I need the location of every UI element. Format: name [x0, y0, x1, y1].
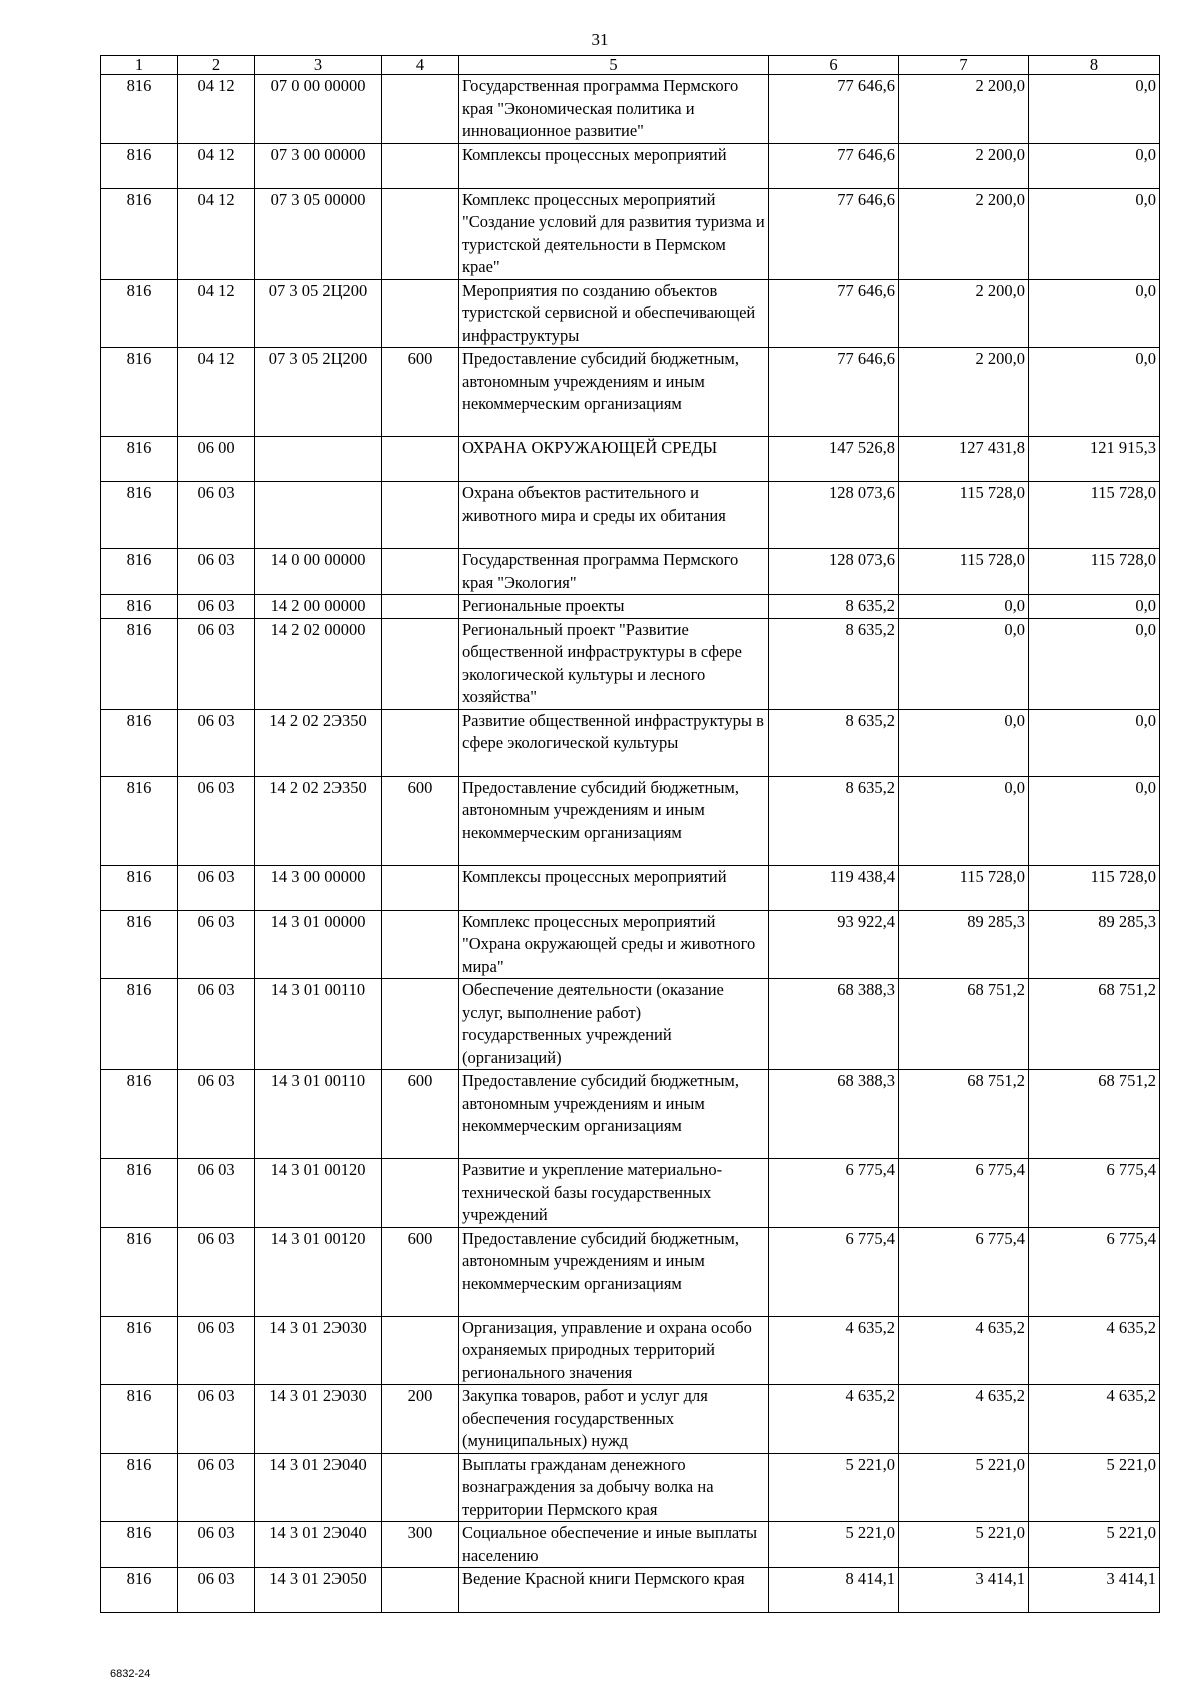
- cell-amount-col7: 4 635,2: [899, 1385, 1029, 1454]
- budget-table: [100, 55, 1160, 1613]
- cell-section: 04 12: [178, 188, 255, 279]
- table-row: [101, 1522, 1160, 1568]
- cell-section: 06 03: [178, 1159, 255, 1228]
- cell-amount-col6: 147 526,8: [769, 437, 899, 482]
- cell-amount-col6: 119 438,4: [769, 865, 899, 910]
- cell-admin-code: 816: [101, 437, 178, 482]
- cell-amount-col8: 121 915,3: [1029, 437, 1160, 482]
- cell-name: Предоставление субсидий бюджетным, автономным учреждениям и иным некоммерческим организациям: [459, 348, 769, 437]
- cell-amount-col7: 3 414,1: [899, 1568, 1029, 1613]
- cell-name: Выплаты гражданам денежного вознаграждения за добычу волка на территории Пермского края: [459, 1453, 769, 1522]
- cell-name: Закупка товаров, работ и услуг для обеспечения государственных (муниципальных) нужд: [459, 1385, 769, 1454]
- cell-amount-col8: 0,0: [1029, 618, 1160, 709]
- col-header: 4: [382, 56, 459, 75]
- cell-section: 04 12: [178, 279, 255, 348]
- cell-section: 06 03: [178, 1227, 255, 1316]
- cell-expense-type: [382, 1316, 459, 1385]
- cell-amount-col7: 2 200,0: [899, 279, 1029, 348]
- cell-amount-col8: 115 728,0: [1029, 865, 1160, 910]
- cell-admin-code: 816: [101, 979, 178, 1070]
- cell-admin-code: 816: [101, 1522, 178, 1568]
- cell-admin-code: 816: [101, 75, 178, 144]
- col-header: 6: [769, 56, 899, 75]
- cell-target-article: 07 3 05 2Ц200: [255, 279, 382, 348]
- table-row: [101, 75, 1160, 144]
- cell-amount-col7: 6 775,4: [899, 1159, 1029, 1228]
- cell-target-article: 07 3 05 00000: [255, 188, 382, 279]
- cell-name: Ведение Красной книги Пермского края: [459, 1568, 769, 1613]
- cell-name: Государственная программа Пермского края "Экология": [459, 549, 769, 595]
- cell-target-article: 14 3 00 00000: [255, 865, 382, 910]
- cell-target-article: [255, 437, 382, 482]
- cell-target-article: 14 3 01 2Э030: [255, 1316, 382, 1385]
- cell-amount-col8: 115 728,0: [1029, 549, 1160, 595]
- table-row: [101, 865, 1160, 910]
- cell-amount-col8: 4 635,2: [1029, 1385, 1160, 1454]
- cell-amount-col8: 6 775,4: [1029, 1227, 1160, 1316]
- cell-name: Социальное обеспечение и иные выплаты населению: [459, 1522, 769, 1568]
- cell-section: 06 03: [178, 595, 255, 619]
- cell-amount-col8: 89 285,3: [1029, 910, 1160, 979]
- cell-amount-col6: 4 635,2: [769, 1316, 899, 1385]
- cell-amount-col6: 6 775,4: [769, 1227, 899, 1316]
- cell-admin-code: 816: [101, 188, 178, 279]
- cell-name: Предоставление субсидий бюджетным, автономным учреждениям и иным некоммерческим организациям: [459, 1070, 769, 1159]
- cell-expense-type: 600: [382, 1070, 459, 1159]
- cell-amount-col8: 0,0: [1029, 279, 1160, 348]
- cell-amount-col7: 2 200,0: [899, 75, 1029, 144]
- cell-expense-type: [382, 1453, 459, 1522]
- col-header: 8: [1029, 56, 1160, 75]
- cell-amount-col8: 0,0: [1029, 348, 1160, 437]
- cell-amount-col7: 0,0: [899, 618, 1029, 709]
- cell-amount-col6: 77 646,6: [769, 279, 899, 348]
- cell-expense-type: 600: [382, 1227, 459, 1316]
- col-header: 3: [255, 56, 382, 75]
- table-row: [101, 595, 1160, 619]
- cell-name: Развитие общественной инфраструктуры в сфере экологической культуры: [459, 709, 769, 776]
- table-row: [101, 709, 1160, 776]
- cell-section: 06 03: [178, 910, 255, 979]
- table-row: [101, 1070, 1160, 1159]
- cell-target-article: 07 0 00 00000: [255, 75, 382, 144]
- cell-amount-col7: 115 728,0: [899, 865, 1029, 910]
- table-row: [101, 279, 1160, 348]
- cell-admin-code: 816: [101, 348, 178, 437]
- cell-expense-type: [382, 910, 459, 979]
- cell-amount-col7: 115 728,0: [899, 549, 1029, 595]
- table-row: [101, 1568, 1160, 1613]
- cell-expense-type: [382, 75, 459, 144]
- col-header: 7: [899, 56, 1029, 75]
- cell-amount-col7: 2 200,0: [899, 143, 1029, 188]
- cell-amount-col8: 68 751,2: [1029, 1070, 1160, 1159]
- cell-expense-type: [382, 618, 459, 709]
- cell-name: ОХРАНА ОКРУЖАЮЩЕЙ СРЕДЫ: [459, 437, 769, 482]
- cell-expense-type: [382, 188, 459, 279]
- cell-amount-col6: 68 388,3: [769, 1070, 899, 1159]
- cell-amount-col7: 5 221,0: [899, 1522, 1029, 1568]
- cell-name: Комплексы процессных мероприятий: [459, 865, 769, 910]
- cell-expense-type: 600: [382, 776, 459, 865]
- cell-amount-col6: 5 221,0: [769, 1522, 899, 1568]
- cell-amount-col7: 4 635,2: [899, 1316, 1029, 1385]
- table-row: [101, 776, 1160, 865]
- cell-admin-code: 816: [101, 709, 178, 776]
- cell-section: 06 03: [178, 776, 255, 865]
- cell-target-article: 14 3 01 00120: [255, 1227, 382, 1316]
- cell-name: Комплекс процессных мероприятий "Охрана окружающей среды и животного мира": [459, 910, 769, 979]
- cell-expense-type: 600: [382, 348, 459, 437]
- cell-target-article: 14 3 01 2Э030: [255, 1385, 382, 1454]
- cell-admin-code: 816: [101, 1568, 178, 1613]
- cell-target-article: 14 3 01 2Э050: [255, 1568, 382, 1613]
- cell-admin-code: 816: [101, 865, 178, 910]
- cell-section: 06 00: [178, 437, 255, 482]
- table-row: [101, 979, 1160, 1070]
- cell-amount-col6: 5 221,0: [769, 1453, 899, 1522]
- table-row: [101, 618, 1160, 709]
- cell-section: 06 03: [178, 709, 255, 776]
- cell-amount-col6: 68 388,3: [769, 979, 899, 1070]
- cell-section: 06 03: [178, 618, 255, 709]
- cell-name: Охрана объектов растительного и животного мира и среды их обитания: [459, 482, 769, 549]
- cell-amount-col8: 0,0: [1029, 75, 1160, 144]
- cell-amount-col8: 4 635,2: [1029, 1316, 1160, 1385]
- cell-admin-code: 816: [101, 910, 178, 979]
- table-row: [101, 348, 1160, 437]
- cell-amount-col8: 0,0: [1029, 595, 1160, 619]
- cell-section: 06 03: [178, 1453, 255, 1522]
- cell-name: Комплекс процессных мероприятий "Создание условий для развития туризма и туристской деятельности в Пермском крае": [459, 188, 769, 279]
- cell-section: 06 03: [178, 1316, 255, 1385]
- cell-expense-type: [382, 482, 459, 549]
- page-number: 31: [591, 30, 609, 49]
- cell-expense-type: [382, 143, 459, 188]
- table-body: [101, 75, 1160, 1613]
- cell-amount-col8: 0,0: [1029, 776, 1160, 865]
- cell-admin-code: 816: [101, 1453, 178, 1522]
- cell-expense-type: [382, 979, 459, 1070]
- cell-name: Обеспечение деятельности (оказание услуг, выполнение работ) государственных учреждений (организаций): [459, 979, 769, 1070]
- table-row: [101, 910, 1160, 979]
- cell-amount-col6: 77 646,6: [769, 348, 899, 437]
- cell-expense-type: 300: [382, 1522, 459, 1568]
- cell-section: 06 03: [178, 549, 255, 595]
- cell-section: 06 03: [178, 1070, 255, 1159]
- cell-admin-code: 816: [101, 279, 178, 348]
- table-row: [101, 1453, 1160, 1522]
- cell-admin-code: 816: [101, 1070, 178, 1159]
- cell-name: Предоставление субсидий бюджетным, автономным учреждениям и иным некоммерческим организациям: [459, 776, 769, 865]
- cell-target-article: 14 3 01 00000: [255, 910, 382, 979]
- cell-amount-col8: 0,0: [1029, 709, 1160, 776]
- document-code: 6832-24: [110, 1668, 151, 1680]
- cell-admin-code: 816: [101, 1385, 178, 1454]
- cell-amount-col6: 4 635,2: [769, 1385, 899, 1454]
- cell-section: 06 03: [178, 1568, 255, 1613]
- cell-section: 06 03: [178, 1385, 255, 1454]
- table-row: [101, 437, 1160, 482]
- cell-expense-type: [382, 709, 459, 776]
- cell-target-article: 14 0 00 00000: [255, 549, 382, 595]
- cell-name: Региональные проекты: [459, 595, 769, 619]
- table-row: [101, 482, 1160, 549]
- cell-name: Мероприятия по созданию объектов туристской сервисной и обеспечивающей инфраструктуры: [459, 279, 769, 348]
- cell-target-article: 14 2 02 00000: [255, 618, 382, 709]
- cell-name: Комплексы процессных мероприятий: [459, 143, 769, 188]
- cell-section: 04 12: [178, 75, 255, 144]
- cell-amount-col8: 5 221,0: [1029, 1522, 1160, 1568]
- col-header: 1: [101, 56, 178, 75]
- cell-expense-type: [382, 1568, 459, 1613]
- cell-section: 06 03: [178, 482, 255, 549]
- table-row: [101, 1316, 1160, 1385]
- cell-amount-col7: 0,0: [899, 776, 1029, 865]
- cell-admin-code: 816: [101, 143, 178, 188]
- table-row: [101, 1159, 1160, 1228]
- cell-name: Региональный проект "Развитие общественной инфраструктуры в сфере экологической культуры и лесного хозяйства": [459, 618, 769, 709]
- cell-amount-col6: 77 646,6: [769, 143, 899, 188]
- cell-admin-code: 816: [101, 549, 178, 595]
- cell-amount-col6: 8 635,2: [769, 776, 899, 865]
- cell-expense-type: [382, 865, 459, 910]
- cell-admin-code: 816: [101, 1316, 178, 1385]
- cell-expense-type: 200: [382, 1385, 459, 1454]
- cell-target-article: 14 2 02 2Э350: [255, 709, 382, 776]
- cell-section: 06 03: [178, 1522, 255, 1568]
- col-header: 2: [178, 56, 255, 75]
- header-row: [101, 56, 1160, 75]
- col-header: 5: [459, 56, 769, 75]
- cell-target-article: 14 3 01 00120: [255, 1159, 382, 1228]
- cell-amount-col7: 127 431,8: [899, 437, 1029, 482]
- cell-section: 06 03: [178, 865, 255, 910]
- cell-amount-col7: 0,0: [899, 709, 1029, 776]
- cell-admin-code: 816: [101, 618, 178, 709]
- table-row: [101, 1227, 1160, 1316]
- cell-amount-col7: 2 200,0: [899, 188, 1029, 279]
- cell-amount-col6: 128 073,6: [769, 549, 899, 595]
- cell-expense-type: [382, 595, 459, 619]
- cell-expense-type: [382, 549, 459, 595]
- cell-section: 04 12: [178, 348, 255, 437]
- cell-expense-type: [382, 279, 459, 348]
- table-row: [101, 1385, 1160, 1454]
- cell-amount-col7: 0,0: [899, 595, 1029, 619]
- cell-amount-col7: 68 751,2: [899, 979, 1029, 1070]
- cell-admin-code: 816: [101, 776, 178, 865]
- cell-name: Организация, управление и охрана особо охраняемых природных территорий регионального значения: [459, 1316, 769, 1385]
- cell-expense-type: [382, 437, 459, 482]
- cell-amount-col8: 3 414,1: [1029, 1568, 1160, 1613]
- cell-expense-type: [382, 1159, 459, 1228]
- cell-amount-col6: 77 646,6: [769, 75, 899, 144]
- cell-admin-code: 816: [101, 1159, 178, 1228]
- cell-target-article: 14 3 01 2Э040: [255, 1522, 382, 1568]
- cell-target-article: 14 2 02 2Э350: [255, 776, 382, 865]
- cell-amount-col6: 8 414,1: [769, 1568, 899, 1613]
- cell-amount-col6: 6 775,4: [769, 1159, 899, 1228]
- cell-section: 04 12: [178, 143, 255, 188]
- cell-target-article: 14 3 01 2Э040: [255, 1453, 382, 1522]
- cell-amount-col8: 0,0: [1029, 188, 1160, 279]
- cell-target-article: 14 2 00 00000: [255, 595, 382, 619]
- cell-section: 06 03: [178, 979, 255, 1070]
- cell-name: Государственная программа Пермского края "Экономическая политика и инновационное развитие": [459, 75, 769, 144]
- cell-amount-col6: 8 635,2: [769, 709, 899, 776]
- cell-amount-col6: 93 922,4: [769, 910, 899, 979]
- cell-name: Предоставление субсидий бюджетным, автономным учреждениям и иным некоммерческим организациям: [459, 1227, 769, 1316]
- cell-amount-col6: 8 635,2: [769, 618, 899, 709]
- cell-amount-col7: 68 751,2: [899, 1070, 1029, 1159]
- cell-amount-col8: 5 221,0: [1029, 1453, 1160, 1522]
- cell-amount-col6: 8 635,2: [769, 595, 899, 619]
- table-row: [101, 188, 1160, 279]
- cell-target-article: 14 3 01 00110: [255, 1070, 382, 1159]
- cell-amount-col7: 89 285,3: [899, 910, 1029, 979]
- cell-amount-col6: 77 646,6: [769, 188, 899, 279]
- cell-amount-col7: 115 728,0: [899, 482, 1029, 549]
- table-row: [101, 549, 1160, 595]
- cell-target-article: [255, 482, 382, 549]
- cell-amount-col8: 115 728,0: [1029, 482, 1160, 549]
- cell-amount-col7: 6 775,4: [899, 1227, 1029, 1316]
- cell-amount-col6: 128 073,6: [769, 482, 899, 549]
- cell-amount-col8: 0,0: [1029, 143, 1160, 188]
- cell-admin-code: 816: [101, 482, 178, 549]
- table-row: [101, 143, 1160, 188]
- cell-amount-col8: 6 775,4: [1029, 1159, 1160, 1228]
- cell-amount-col7: 5 221,0: [899, 1453, 1029, 1522]
- cell-amount-col7: 2 200,0: [899, 348, 1029, 437]
- cell-target-article: 07 3 00 00000: [255, 143, 382, 188]
- cell-amount-col8: 68 751,2: [1029, 979, 1160, 1070]
- cell-target-article: 14 3 01 00110: [255, 979, 382, 1070]
- cell-target-article: 07 3 05 2Ц200: [255, 348, 382, 437]
- cell-admin-code: 816: [101, 595, 178, 619]
- cell-admin-code: 816: [101, 1227, 178, 1316]
- cell-name: Развитие и укрепление материально-технической базы государственных учреждений: [459, 1159, 769, 1228]
